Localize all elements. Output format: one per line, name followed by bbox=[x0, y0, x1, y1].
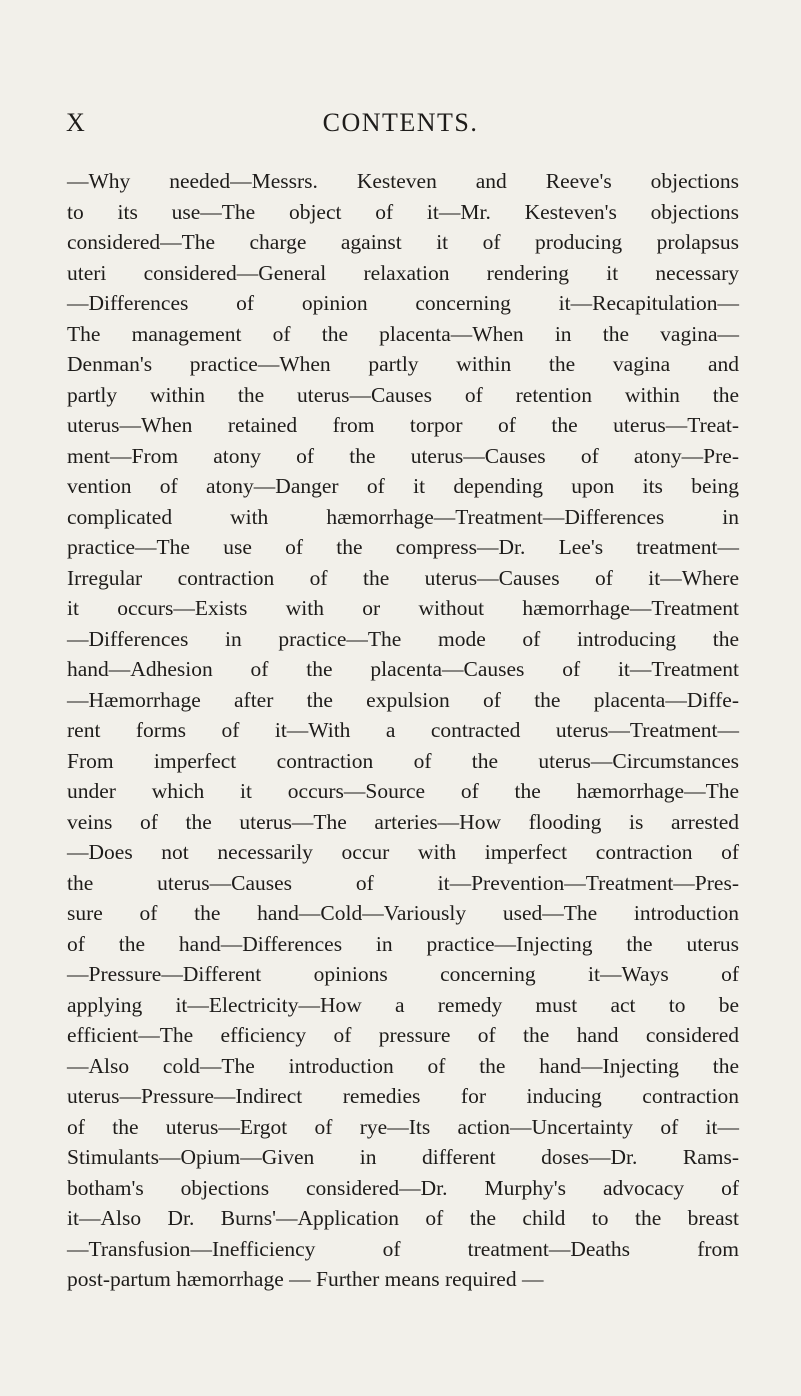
text-line: uterus—Pressure—Indirect remedies for inducing contraction bbox=[67, 1084, 739, 1108]
page-title: CONTENTS. bbox=[322, 108, 479, 137]
text-line: vention of atony—Danger of it depending upon its being bbox=[67, 474, 739, 498]
text-line: botham's objections considered—Dr. Murphy's advocacy of bbox=[67, 1175, 739, 1200]
text-line: rent forms of it—With a contracted uterus—Treatment— bbox=[67, 718, 739, 742]
text-line: complicated with hæmorrhage—Treatment—Differences in bbox=[67, 504, 739, 529]
text-line: applying it—Electricity—How a remedy must act to be bbox=[67, 992, 739, 1017]
text-line: —Differences of opinion concerning it—Recapitulation— bbox=[67, 291, 739, 315]
text-line: practice—The use of the compress—Dr. Lee's treatment— bbox=[67, 535, 739, 559]
text-line: uteri considered—General relaxation rendering it necessary bbox=[67, 260, 739, 285]
text-line: efficient—The efficiency of pressure of the hand considered bbox=[67, 1023, 739, 1047]
text-line: Denman's practice—When partly within the vagina and bbox=[67, 352, 739, 376]
text-line: of the uterus—Ergot of rye—Its action—Uncertainty of it— bbox=[67, 1114, 739, 1139]
text-line: From imperfect contraction of the uterus—Circumstances bbox=[67, 748, 739, 773]
text-line: Stimulants—Opium—Given in different doses—Dr. Rams- bbox=[67, 1145, 739, 1169]
text-line: hand—Adhesion of the placenta—Causes of it—Treatment bbox=[67, 657, 739, 681]
text-line: Irregular contraction of the uterus—Causes of it—Where bbox=[67, 565, 739, 590]
text-line: the uterus—Causes of it—Prevention—Treatment—Pres- bbox=[67, 870, 739, 895]
running-head bbox=[0, 108, 801, 144]
text-line: it occurs—Exists with or without hæmorrhage—Treatment bbox=[67, 596, 739, 620]
text-line: uterus—When retained from torpor of the uterus—Treat- bbox=[67, 413, 739, 437]
text-line: The management of the placenta—When in the vagina— bbox=[67, 321, 739, 346]
text-line: —Also cold—The introduction of the hand—Injecting the bbox=[67, 1053, 739, 1078]
text-line: of the hand—Differences in practice—Injecting the uterus bbox=[67, 931, 739, 956]
text-line: post-partum hæmorrhage — Further means required — bbox=[67, 1267, 544, 1291]
text-line: to its use—The object of it—Mr. Kesteven's objections bbox=[67, 199, 739, 224]
text-line: —Hæmorrhage after the expulsion of the placenta—Diffe- bbox=[67, 687, 739, 712]
text-line: it—Also Dr. Burns'—Application of the child to the breast bbox=[67, 1206, 739, 1230]
text-line: —Why needed—Messrs. Kesteven and Reeve's objections bbox=[67, 169, 739, 193]
page-number: X bbox=[66, 108, 86, 137]
text-line: under which it occurs—Source of the hæmorrhage—The bbox=[67, 779, 739, 803]
contents-paragraph bbox=[67, 166, 739, 1295]
text-line: ment—From atony of the uterus—Causes of atony—Pre- bbox=[67, 443, 739, 468]
text-line: considered—The charge against it of producing prolapsus bbox=[67, 230, 739, 254]
text-line: —Pressure—Different opinions concerning it—Ways of bbox=[67, 962, 739, 986]
text-line: sure of the hand—Cold—Variously used—The introduction bbox=[67, 901, 739, 925]
text-line: —Does not necessarily occur with imperfect contraction of bbox=[67, 840, 739, 864]
text-line: —Differences in practice—The mode of introducing the bbox=[67, 626, 739, 651]
text-line: veins of the uterus—The arteries—How flooding is arrested bbox=[67, 809, 739, 834]
text-line: partly within the uterus—Causes of retention within the bbox=[67, 382, 739, 407]
text-line: —Transfusion—Inefficiency of treatment—Deaths from bbox=[67, 1236, 739, 1261]
